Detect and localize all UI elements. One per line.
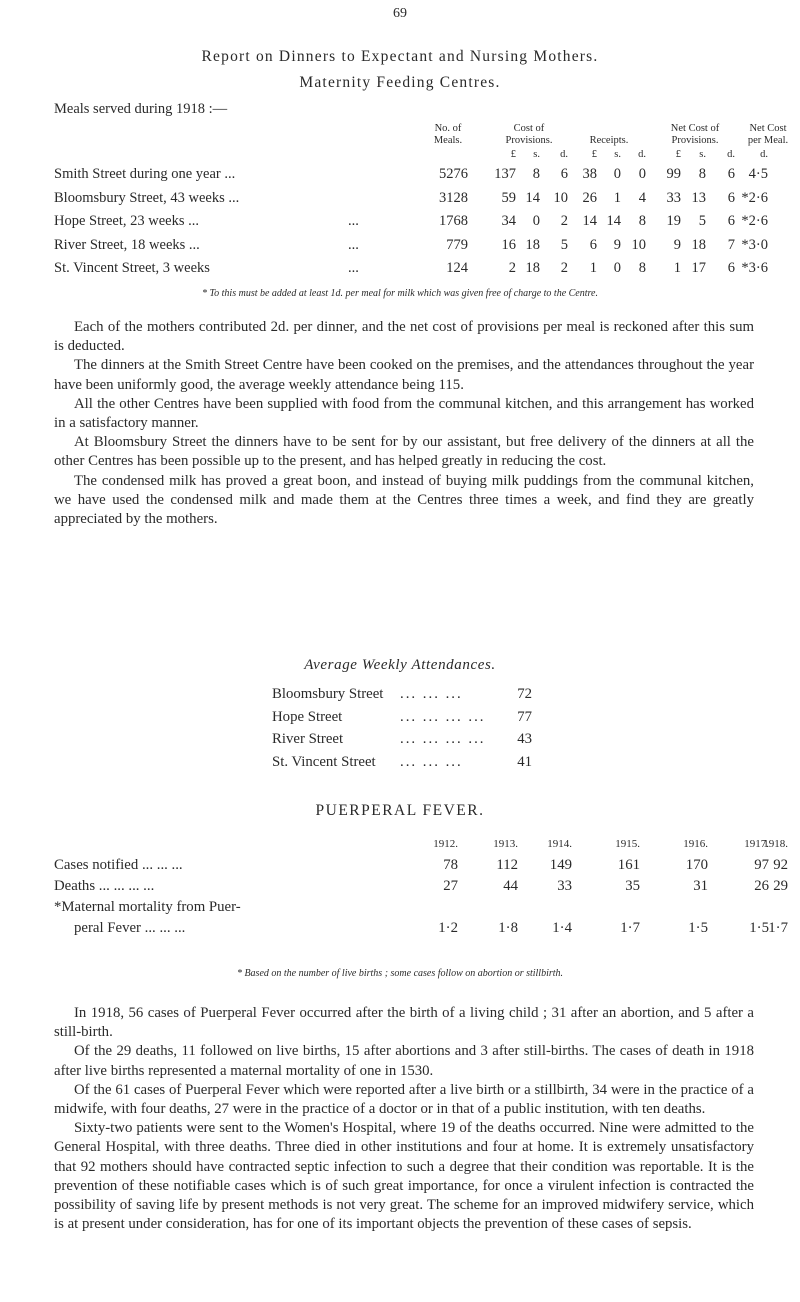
meals-cost-cell: 34 [501, 213, 516, 229]
meals-receipts-cell: 6 [589, 236, 597, 253]
meals-net-cell: 99 [666, 166, 681, 182]
header-receipts [572, 135, 646, 147]
paragraph: All the other Centres have been supplied with food from the communal kitchen, and this arrangement has worked in a satisfactory manner. [54, 395, 754, 432]
attendance-label: River Street [272, 731, 344, 747]
puerperal-row-label: Deaths ... ... ... ... [54, 878, 155, 894]
puerperal-cell: 33 [557, 878, 572, 894]
header-cost-line2: Provisions. [505, 135, 553, 146]
attendance-dots: ... ... ... ... [400, 731, 486, 747]
attendance-dots: ... ... ... ... [400, 708, 486, 725]
meals-receipts-cell: 14 [582, 213, 597, 229]
meals-cost-cell: 18 [525, 236, 540, 253]
report-title: Report on Dinners to Expectant and Nursing Mothers. [201, 48, 599, 65]
meals-net-cell: 33 [666, 189, 681, 206]
puerperal-cell: 1·8 [498, 920, 518, 936]
meals-net-cell: 6 [727, 260, 735, 276]
paragraph: Each of the mothers contributed 2d. per dinner, and the net cost of provisions per meal is reckoned after this sum is deducted. [54, 319, 754, 355]
meals-count: 3128 [439, 189, 468, 206]
puerperal-row-label: Cases notified ... ... ... [54, 857, 183, 873]
puerperal-cell: 78 [443, 857, 458, 873]
meals-cost-cell: 0 [532, 213, 540, 229]
meals-row-label: Bloomsbury Street, 43 weeks ... [54, 189, 240, 206]
puerperal-title: PUERPERAL FEVER. [315, 802, 485, 819]
puerperal-cell: 170 [685, 857, 708, 873]
meals-cost-cell: 2 [560, 213, 568, 229]
meals-cost-cell: 2 [508, 260, 516, 276]
meals-row-label: St. Vincent Street, 3 weeks [54, 260, 210, 276]
puerperal-cell: 92 [773, 857, 788, 873]
meals-receipts-cell: 1 [589, 260, 597, 276]
meals-count: 124 [446, 260, 468, 276]
attendances-title: Average Weekly Attendances. [304, 657, 496, 673]
meals-receipts-cell: 14 [606, 213, 621, 229]
puerperal-cell: 26 [754, 878, 769, 894]
meals-row-dots: ... [348, 260, 359, 276]
puerperal-cell: 1·5 [749, 920, 769, 936]
meals-row-label: Smith Street during one year ... [54, 166, 236, 182]
meals-per-meal: *2·6 [741, 189, 768, 206]
meals-footnote: * To this must be added at least 1d. per meal for milk which was given free of charge to the Centre. [202, 288, 598, 299]
meals-cost-cell: 2 [560, 260, 568, 276]
meals-receipts-cell: 1 [613, 189, 621, 206]
puerperal-cell: 1·4 [552, 920, 572, 936]
meals-cost-cell: 14 [525, 189, 540, 206]
year-header: 1915. [615, 838, 640, 850]
meals-row-dots: ... [348, 236, 359, 253]
year-header: 1918. [763, 838, 788, 850]
meals-receipts-cell: 0 [638, 166, 646, 182]
meals-receipts-cell: 26 [582, 189, 597, 206]
meals-net-cell: 5 [698, 213, 706, 229]
attendance-dots: ... ... ... [400, 753, 463, 770]
meals-net-cell: 6 [727, 166, 735, 182]
header-net-line1: Net Cost of [670, 123, 720, 134]
attendance-label: St. Vincent Street [272, 753, 376, 770]
header-per-meal-line1: Net Cost [749, 123, 787, 134]
puerperal-cell: 29 [773, 878, 788, 894]
meals-receipts-cell: 38 [582, 166, 597, 182]
puerperal-cell: 112 [496, 857, 518, 873]
puerperal-cell: 35 [625, 878, 640, 894]
unit-cost-2: d. [560, 149, 568, 160]
meals-cost-cell: 137 [494, 166, 516, 182]
meals-per-meal: *3·6 [741, 260, 768, 276]
puerperal-cell: 161 [617, 857, 640, 873]
meals-row-label: Hope Street, 23 weeks ... [54, 213, 199, 229]
unit-net-2: d. [727, 149, 735, 160]
year-header: 1917. [744, 838, 769, 850]
meals-net-cell: 6 [727, 213, 735, 229]
attendance-value: 41 [517, 753, 532, 770]
meals-per-meal: *2·6 [741, 213, 768, 229]
paragraphs-puerperal [54, 1004, 754, 1234]
meals-net-cell: 18 [691, 236, 706, 253]
header-net-line2: Provisions. [671, 135, 719, 146]
header-per-meal-line2: per Meal. [747, 135, 789, 146]
attendance-value: 43 [517, 731, 532, 747]
meals-cost-cell: 18 [525, 260, 540, 276]
meals-receipts-cell: 9 [613, 236, 621, 253]
year-header: 1914. [547, 838, 572, 850]
paragraph: Of the 61 cases of Puerperal Fever which were reported after a live birth or a stillbirth, 34 were in the practice of a midwife, with four deaths, 27 were in the practice of a doctor or in that of a public institution, with ten deaths. [54, 1081, 754, 1118]
puerperal-row-label: *Maternal mortality from Puer- [54, 899, 241, 915]
unit-net-0: £ [675, 149, 681, 160]
meals-receipts-cell: 8 [638, 260, 646, 276]
meals-receipts-cell: 0 [613, 260, 621, 276]
attendance-label: Hope Street [272, 708, 343, 725]
report-subtitle: Maternity Feeding Centres. [299, 74, 501, 91]
meals-row-dots: ... [348, 213, 359, 229]
header-cost [489, 123, 569, 147]
meals-cost-cell: 6 [560, 166, 568, 182]
paragraph: The condensed milk has proved a great boon, and instead of buying milk puddings from the communal kitchen, we have used the condensed milk and made them at the Centres three times a week, and find they are greatly appreciated by the mothers. [54, 472, 754, 528]
meals-cost-cell: 10 [553, 189, 568, 206]
unit-receipts-1: s. [614, 149, 621, 160]
puerperal-cell: 44 [503, 878, 518, 894]
unit-net-1: s. [699, 149, 706, 160]
meals-net-cell: 9 [673, 236, 681, 253]
meals-cost-cell: 5 [560, 236, 568, 253]
meals-cost-cell: 59 [501, 189, 516, 206]
header-meals-line1: No. of [434, 123, 462, 134]
unit-per-meal: d. [760, 149, 768, 160]
meals-net-cell: 7 [727, 236, 735, 253]
header-receipts-line1: Receipts. [589, 135, 629, 146]
meals-receipts-cell: 10 [631, 236, 646, 253]
year-header: 1916. [683, 838, 708, 850]
header-net [655, 123, 735, 147]
page-number: 69 [393, 6, 407, 21]
puerperal-cell: 97 [754, 857, 769, 873]
meals-net-cell: 6 [727, 189, 735, 206]
header-meals [418, 123, 478, 147]
meals-intro: Meals served during 1918 :— [54, 101, 228, 117]
puerperal-row-label: peral Fever ... ... ... [74, 920, 186, 936]
meals-receipts-cell: 8 [638, 213, 646, 229]
meals-net-cell: 8 [698, 166, 706, 182]
year-header: 1912. [433, 838, 458, 850]
meals-count: 779 [446, 236, 468, 253]
meals-receipts-cell: 4 [638, 189, 646, 206]
meals-net-cell: 19 [666, 213, 681, 229]
attendance-value: 72 [517, 686, 532, 702]
paragraph: In 1918, 56 cases of Puerperal Fever occurred after the birth of a living child ; 31 after an abortion, and 5 after a still-birth. [54, 1005, 754, 1041]
puerperal-cell: 27 [443, 878, 458, 894]
meals-net-cell: 13 [691, 189, 706, 206]
meals-count: 5276 [439, 166, 468, 182]
attendance-label: Bloomsbury Street [272, 686, 384, 702]
meals-cost-cell: 8 [532, 166, 540, 182]
unit-receipts-2: d. [638, 149, 646, 160]
meals-net-cell: 17 [691, 260, 706, 276]
attendance-value: 77 [517, 708, 532, 725]
header-cost-line1: Cost of [513, 123, 545, 134]
meals-receipts-cell: 0 [613, 166, 621, 182]
puerperal-cell: 1·2 [438, 920, 458, 936]
paragraph: At Bloomsbury Street the dinners have to be sent for by our assistant, but free delivery of the dinners at all the other Centres has been possible up to the present, and has helped greatly in reducing the cost. [54, 434, 754, 470]
paragraph: Of the 29 deaths, 11 followed on live births, 15 after abortions and 3 after still-births. The cases of death in 1918 after live births represented a maternal mortality of one in 1530. [54, 1043, 754, 1079]
header-meals-line2: Meals. [433, 135, 463, 146]
header-per-meal [738, 123, 798, 147]
puerperal-footnote: * Based on the number of live births ; some cases follow on abortion or stillbirth. [236, 968, 564, 979]
unit-cost-0: £ [510, 149, 516, 160]
year-header: 1913. [493, 838, 518, 850]
paragraph: Sixty-two patients were sent to the Women's Hospital, where 19 of the deaths occurred. Nine were admitted to the General Hospital, with three deaths. Three died in other institutions and four at home. It is extremely unsatisfactory that 92 mothers should have contracted septic infection to such a degree that their condition was reportable. It is the prevention of these notifiable cases which is of such great importance, for once a virulent infection is contracted the possibility of saving life by present methods is not very great. The scheme for an improved midwifery service, which is at present under consideration, has for one of its important objects the prevention of these cases of sepsis. [54, 1120, 754, 1233]
puerperal-cell: 1·5 [688, 920, 708, 936]
meals-row-label: River Street, 18 weeks ... [54, 236, 200, 253]
puerperal-cell: 149 [549, 857, 572, 873]
meals-per-meal: 4·5 [748, 166, 768, 182]
unit-receipts-0: £ [591, 149, 597, 160]
puerperal-cell: 31 [693, 878, 708, 894]
paragraph: The dinners at the Smith Street Centre have been cooked on the premises, and the attendances throughout the year have been uniformly good, the average weekly attendance being 115. [54, 357, 754, 393]
meals-per-meal: *3·0 [741, 236, 768, 253]
paragraphs-dinners [54, 318, 754, 529]
puerperal-cell: 1·7 [768, 920, 788, 936]
meals-cost-cell: 16 [501, 236, 516, 253]
meals-count: 1768 [439, 213, 468, 229]
unit-cost-1: s. [533, 149, 540, 160]
meals-net-cell: 1 [673, 260, 681, 276]
puerperal-cell: 1·7 [620, 920, 640, 936]
attendance-dots: ... ... ... [400, 686, 463, 702]
